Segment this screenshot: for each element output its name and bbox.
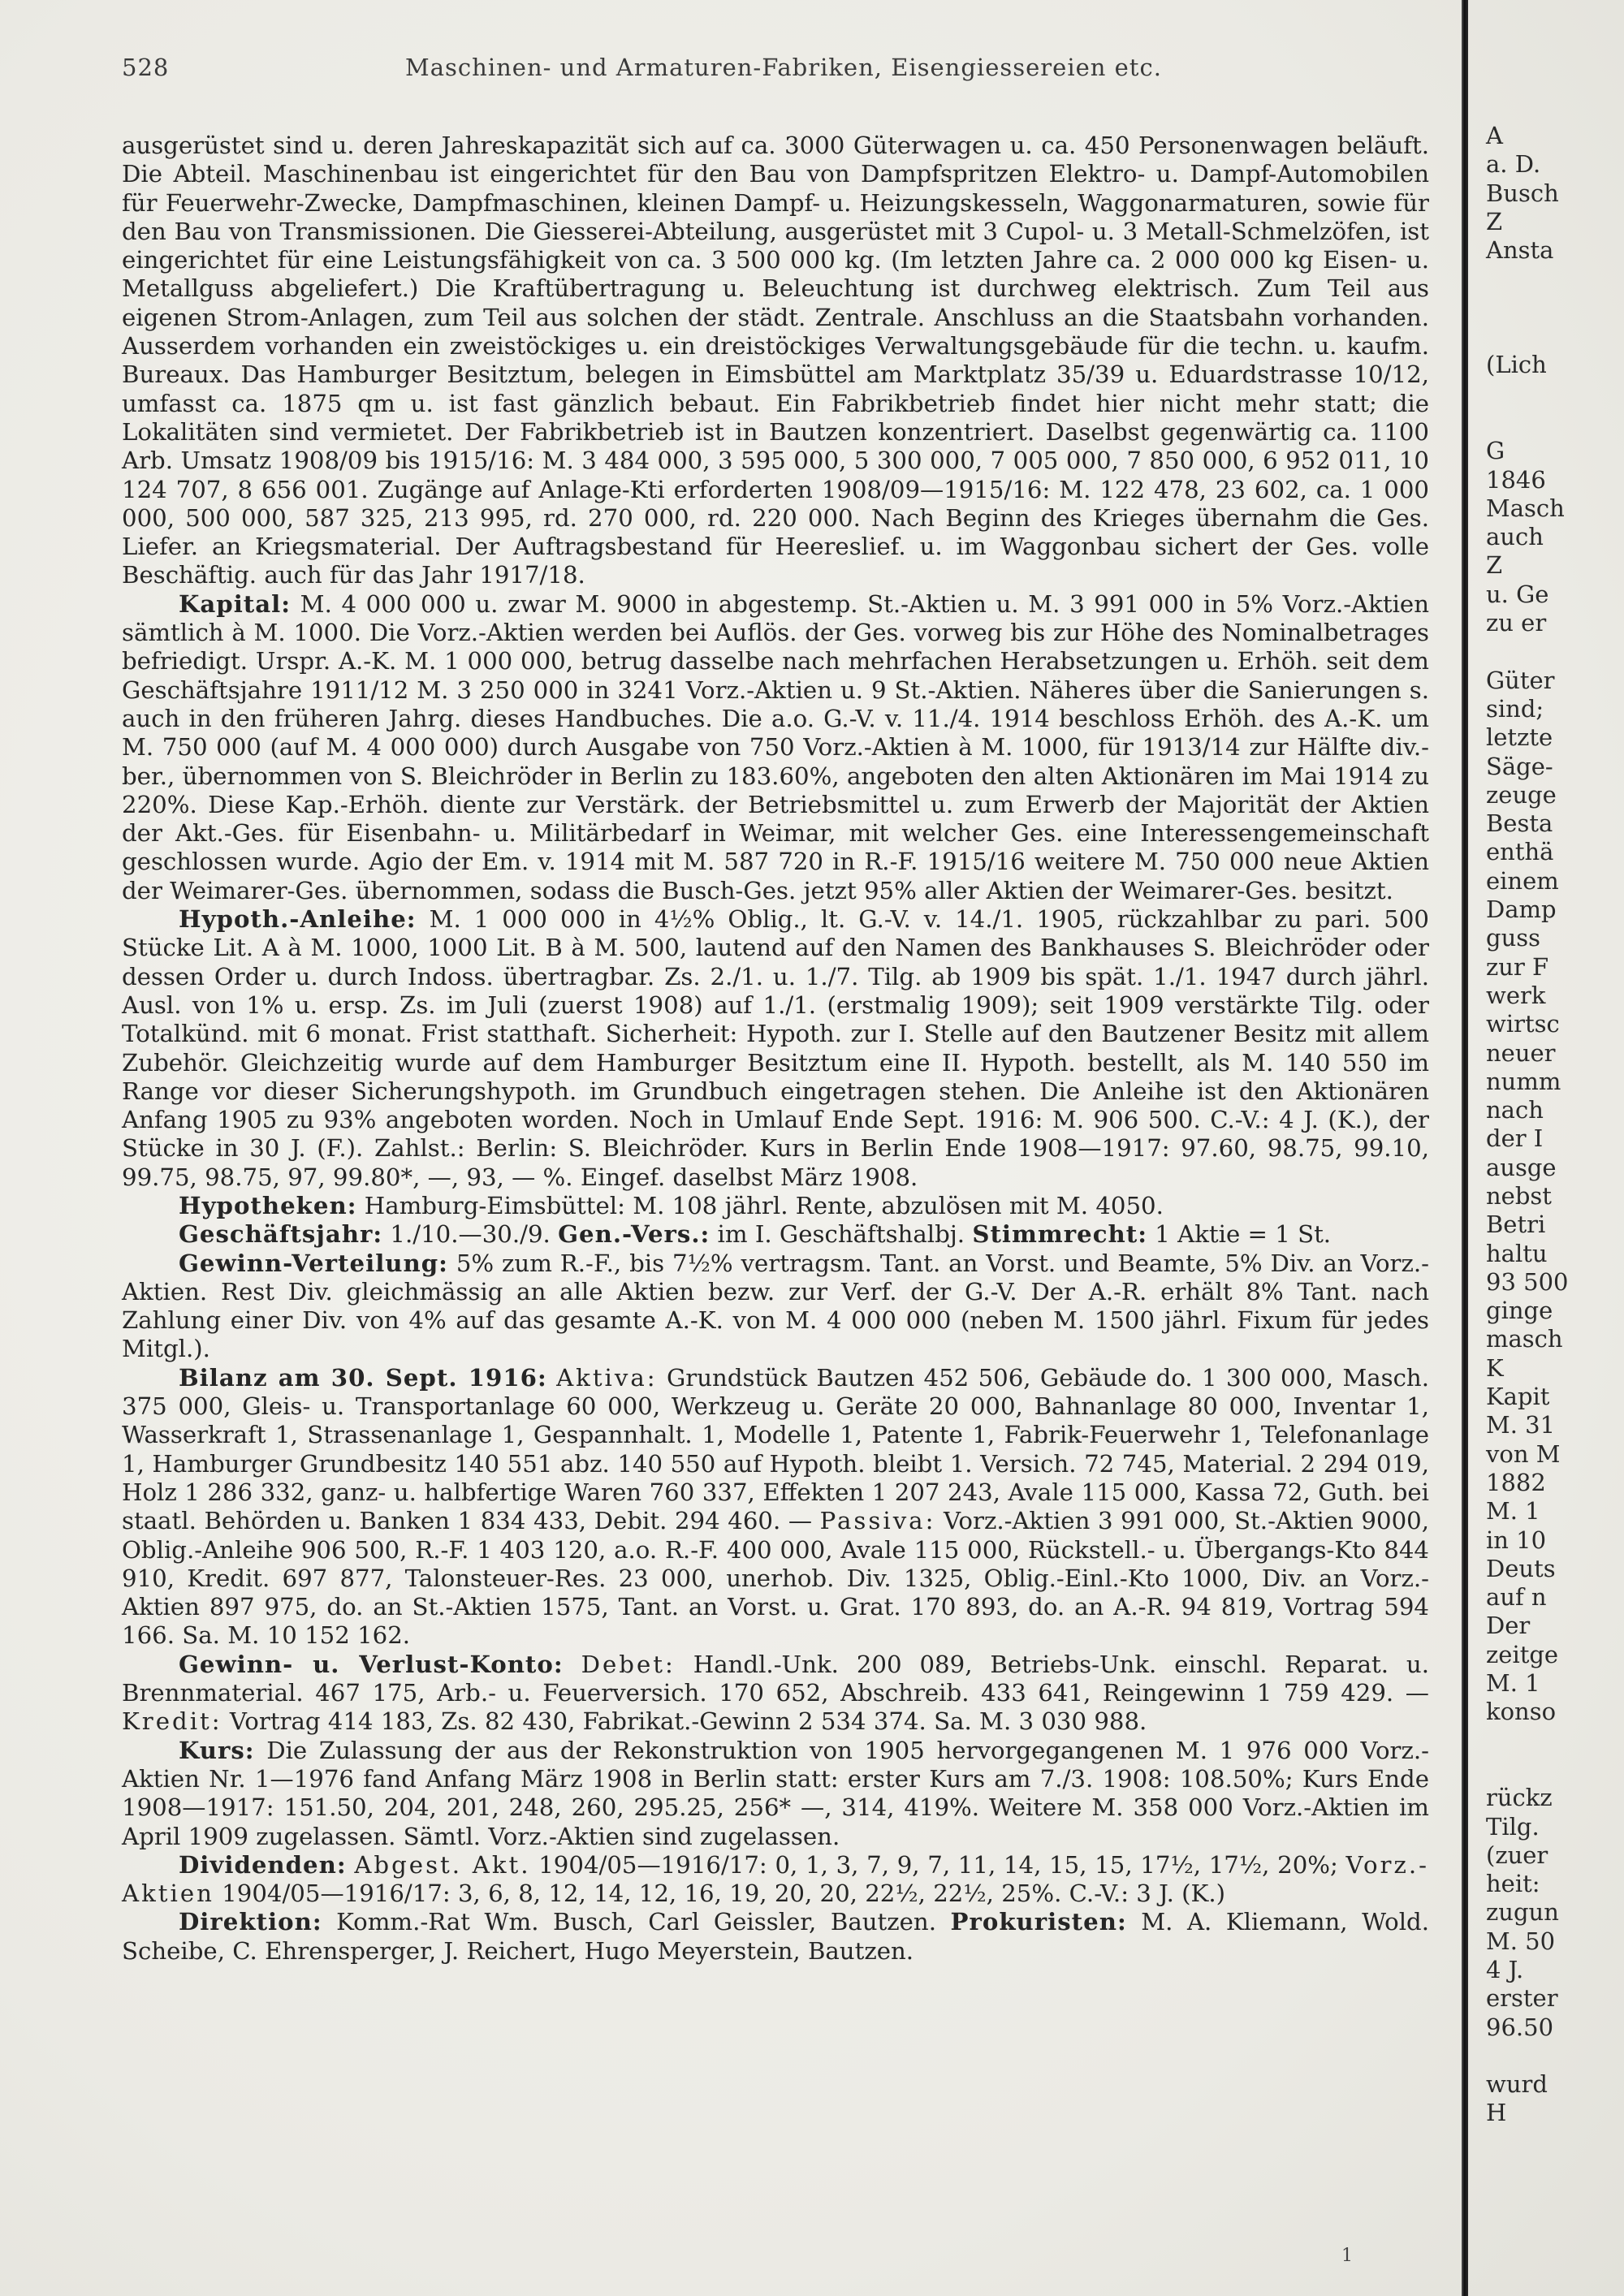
paragraph-text: ausgerüstet sind u. deren Jahreskapazität sich auf ca. 3000 Güterwagen u. ca. 450 Personenwagen beläuft. Die Abteil. Maschinenbau ist eingerichtet für den Bau von Dampfspritzen Elektro- u. Dampf-Automobilen für Feuerwehr-Zwecke, Dampfmaschinen, kleinen Dampf- u. Heizungskesseln, Waggonarmaturen, sowie für den Bau von Transmissionen. Die Giesserei-Abteilung, ausgerüstet mit 3 Cupol- u. 3 Metall-Schmelzöfen, ist eingerichtet für eine Leistungsfähigkeit von ca. 3 500 000 kg. (Im letzten Jahre ca. 2 000 000 kg Eisen- u. Metallguss abgeliefert.) Die Kraftübertragung u. Beleuchtung ist durchweg elektrisch. Zum Teil aus eigenen Strom-Anlagen, zum Teil aus solchen der städt. Zentrale. Anschluss an die Staatsbahn vorhanden. Ausserdem vorhanden ein zweistöckiges u. ein dreistöckiges Verwaltungsgebäude für die techn. u. kaufm. Bureaux. Das Hamburger Besitztum, belegen in Eimsbüttel am Marktplatz 35/39 u. Eduardstrasse 10/12, umfasst ca. 1875 qm u. ist fast gänzlich bebaut. Ein Fabrikbetrieb findet hier nicht mehr statt; die Lokalitäten sind vermietet. Der Fabrikbetrieb ist in Bautzen konzentriert. Daselbst gegenwärtig ca. 1100 Arb. Umsatz 1908/09 bis 1915/16: M. 3 484 000, 3 595 000, 5 300 000, 7 005 000, 7 850 000, 6 952 011, 10 124 707, 8 656 001. Zugänge auf Anlage-Kti erforderten 1908/09—1915/16: M. 122 478, 23 602, ca. 1 000 000, 500 000, 587 325, 213 995, rd. 270 000, rd. 220 000. Nach Beginn des Krieges übernahm die Ges. Liefer. an Kriegsmaterial. Der Auftragsbestand für Heereslief. u. im Waggonbau sichert der Ges. volle Beschäftig. auch für das Jahr 1917/18.: [122, 132, 1429, 589]
fragment-line: [1486, 380, 1624, 408]
section-keyword: Hypoth.-Anleihe:: [179, 905, 417, 934]
paragraph: [122, 1908, 1429, 1966]
paragraph-text: Vortrag 414 183, Zs. 82 430, Fabrikat.-Gewinn 2 534 374. Sa. M. 3 030 988.: [222, 1707, 1147, 1736]
fragment-line: konso: [1486, 1698, 1557, 1726]
paragraph-text: 5% zum R.-F., bis 7½% vertragsm. Tant. an Vorst. und Beamte, 5% Div. an Vorz.-Aktien. Rest Div. gleichmässig an alle Aktien bezw. zur Verf. der G.-V. Der A.-R. erhält 8% Tant. nach Zahlung einer Div. von 4% auf das gesamte A.-K. von M. 4 000 000 (neben M. 1500 jährl. Fixum für jedes Mitgl.).: [122, 1249, 1429, 1363]
fragment-line: von M: [1486, 1439, 1561, 1468]
fragment-line: Z: [1486, 207, 1503, 235]
paragraph: [122, 1737, 1429, 1851]
fragment-line: ginge: [1486, 1297, 1553, 1325]
paragraph: [122, 1192, 1429, 1220]
fragment-line: H: [1486, 2099, 1507, 2127]
fragment-line: numm: [1486, 1067, 1561, 1095]
fragment-line: Busch: [1486, 179, 1559, 207]
adjacent-page-fragment: [1486, 122, 1624, 2128]
fragment-line: M. 1: [1486, 1497, 1540, 1526]
fragment-line: Betri: [1486, 1211, 1546, 1239]
fragment-line: in 10: [1486, 1526, 1547, 1554]
paragraph-text: M. 1 000 000 in 4½% Oblig., lt. G.-V. v. 14./1. 1905, rückzahlbar zu pari. 500 Stücke Lit. A à M. 1000, 1000 Lit. B à M. 500, lautend auf den Namen des Bankhauses S. Bleichröder oder dessen Order u. durch Indoss. übertragbar. Zs. 2./1. u. 1./7. Tilg. ab 1909 bis spät. 1./1. 1947 durch jährl. Ausl. von 1% u. ersp. Zs. im Juli (zuerst 1908) auf 1./1. (erstmalig 1909); seit 1909 verstärkte Tilg. oder Totalkünd. mit 6 monat. Frist statthaft. Sicherheit: Hypoth. zur I. Stelle auf den Bautzener Besitz mit allem Zubehör. Gleichzeitig wurde auf dem Hamburger Besitztum eine II. Hypoth. bestellt, als M. 140 550 im Range vor dieser Sicherungshypoth. im Grundbuch eingetragen stehen. Die Anleihe ist den Aktionären Anfang 1905 zu 93% angeboten worden. Noch in Umlauf Ende Sept. 1916: M. 906 500. C.-V.: 4 J. (K.), der Stücke in 30 J. (F.). Zahlst.: Berlin: S. Bleichröder. Kurs in Berlin Ende 1908—1917: 97.60, 98.75, 99.10, 99.75, 98.75, 97, 99.80*, —, 93, — %. Eingef. daselbst März 1908.: [122, 905, 1429, 1191]
fragment-line: [1486, 408, 1624, 437]
paragraph-text: Die Zulassung der aus der Rekonstruktion von 1905 hervorgegangenen M. 1 976 000 Vorz.-Aktien Nr. 1—1976 fand Anfang März 1908 in Berlin statt: erster Kurs am 7./3. 1908: 108.50%; Kurs Ende 1908—1917: 151.50, 204, 201, 248, 260, 295.25, 256* —, 314, 419%. Weitere M. 358 000 Vorz.-Aktien im April 1909 zugelassen. Sämtl. Vorz.-Aktien sind zugelassen.: [122, 1736, 1429, 1850]
fragment-line: K: [1486, 1353, 1504, 1382]
section-keyword: Dividenden:: [179, 1850, 347, 1879]
fragment-line: [1486, 1755, 1624, 1784]
fragment-line: 1882: [1486, 1468, 1546, 1496]
paragraph: [122, 1364, 1429, 1651]
fragment-line: erster: [1486, 1984, 1558, 2013]
section-keyword: Gewinn- u. Verlust-Konto:: [179, 1650, 564, 1678]
fragment-line: [1486, 265, 1624, 293]
fragment-line: zur F: [1486, 952, 1549, 981]
paragraph: [122, 1651, 1429, 1737]
section-keyword: Bilanz am 30. Sept. 1916:: [179, 1363, 547, 1392]
column-divider: [1462, 0, 1468, 2296]
paragraph-text: M. 4 000 000 u. zwar M. 9000 in abgestemp. St.-Aktien u. M. 3 991 000 in 5% Vorz.-Aktien sämtlich à M. 1000. Die Vorz.-Aktien werden bei Auflös. der Ges. vorweg bis zur Höhe des Nominalbetrages befriedigt. Urspr. A.-K. M. 1 000 000, betrug dasselbe nach mehrfachen Herabsetzungen u. Erhöh. seit dem Geschäftsjahre 1911/12 M. 3 250 000 in 3241 Vorz.-Aktien u. 9 St.-Aktien. Näheres über die Sanierungen s. auch in den früheren Jahrg. dieses Handbuches. Die a.o. G.-V. v. 11./4. 1914 beschloss Erhöh. des A.-K. um M. 750 000 (auf M. 4 000 000) durch Ausgabe von 750 Vorz.-Aktien à M. 1000, für 1913/14 zur Hälfte div.-ber., übernommen von S. Bleichröder in Berlin zu 183.60%, angeboten den alten Aktionären im Mai 1914 zu 220%. Diese Kap.-Erhöh. diente zur Verstärk. der Betriebsmittel u. zum Erwerb der Majorität der Aktien der Akt.-Ges. für Eisenbahn- u. Militärbedarf in Weimar, mit welcher Ges. eine Interessengemeinschaft geschlossen wurde. Agio der Em. v. 1914 mit M. 587 720 in R.-F. 1915/16 weitere M. 750 000 neue Aktien der Weimarer-Ges. übernommen, sodass die Busch-Ges. jetzt 95% aller Aktien der Weimarer-Ges. besitzt.: [122, 589, 1429, 904]
section-keyword: Gewinn-Verteilung:: [179, 1249, 448, 1277]
fragment-line: (Lich: [1486, 351, 1547, 379]
fragment-line: rückz: [1486, 1784, 1553, 1812]
section-keyword: Geschäftsjahr:: [179, 1220, 383, 1249]
paragraph-text: Handl.-Unk. 200 089, Betriebs-Unk. einschl. Reparat. u. Brennmaterial. 467 175, Arb.- u. Feuerversich. 170 652, Abschreib. 433 641, Reingewinn 1 759 429. —: [122, 1650, 1429, 1707]
paragraph: [122, 132, 1429, 590]
paragraph: [122, 1851, 1429, 1909]
fragment-line: A: [1486, 122, 1503, 149]
fragment-line: Masch: [1486, 494, 1565, 522]
fragment-line: neuer: [1486, 1038, 1556, 1067]
section-keyword: Prokuristen:: [950, 1908, 1127, 1936]
spaced-label: Passiva:: [819, 1507, 936, 1535]
paragraph-text: [564, 1651, 581, 1678]
fragment-line: 1846: [1486, 465, 1546, 494]
main-text-column: [122, 132, 1429, 1966]
fragment-line: haltu: [1486, 1239, 1548, 1267]
paragraph-text: 1904/05—1916/17: 0, 1, 3, 7, 9, 7, 11, 14, 15, 15, 17½, 17½, 20%;: [530, 1850, 1346, 1879]
fragment-line: G: [1486, 437, 1505, 465]
paragraph: [122, 1220, 1429, 1249]
section-keyword: Kurs:: [179, 1736, 255, 1764]
fragment-line: 4 J.: [1486, 1956, 1524, 1983]
fragment-line: Besta: [1486, 809, 1553, 838]
spaced-label: Kredit:: [122, 1707, 222, 1736]
fragment-line: Damp: [1486, 896, 1557, 924]
fragment-line: (zuer: [1486, 1841, 1548, 1869]
footer-mark: 1: [1341, 2246, 1353, 2266]
fragment-line: Deuts: [1486, 1554, 1556, 1582]
fragment-line: auch: [1486, 523, 1544, 551]
section-keyword: Gen.-Vers.:: [558, 1220, 710, 1249]
fragment-line: heit:: [1486, 1870, 1540, 1898]
fragment-line: sind;: [1486, 694, 1544, 723]
fragment-line: nach: [1486, 1096, 1544, 1124]
running-title: Maschinen- und Armaturen-Fabriken, Eisengiessereien etc.: [405, 54, 1162, 81]
fragment-line: [1486, 294, 1624, 322]
fragment-line: [1486, 2042, 1624, 2070]
fragment-line: 96.50: [1486, 2013, 1554, 2041]
fragment-line: ausge: [1486, 1153, 1557, 1181]
fragment-line: einem: [1486, 866, 1559, 895]
paragraph-text: Komm.-Rat Wm. Busch, Carl Geissler, Bautzen.: [322, 1908, 951, 1936]
fragment-line: M. 50: [1486, 1927, 1556, 1955]
paragraph-text: [347, 1851, 355, 1879]
spaced-label: Abgest. Akt.: [354, 1850, 531, 1879]
fragment-line: enthä: [1486, 838, 1554, 866]
fragment-line: M. 1: [1486, 1669, 1540, 1698]
fragment-line: Z: [1486, 551, 1503, 580]
fragment-line: u. Ge: [1486, 580, 1549, 608]
fragment-line: M. 31: [1486, 1411, 1556, 1439]
spaced-label: Debet:: [581, 1650, 676, 1678]
page-number: 528: [122, 54, 170, 81]
fragment-line: letzte: [1486, 723, 1553, 752]
fragment-line: Ansta: [1486, 236, 1554, 265]
fragment-line: [1486, 637, 1624, 666]
fragment-line: wirtsc: [1486, 1010, 1560, 1038]
section-keyword: Stimmrecht:: [972, 1220, 1147, 1249]
fragment-line: Kapit: [1486, 1383, 1550, 1411]
paragraph-text: [547, 1364, 556, 1392]
fragment-line: wurd: [1486, 2070, 1548, 2099]
fragment-line: zeitge: [1486, 1640, 1559, 1668]
paragraph: [122, 905, 1429, 1192]
fragment-line: 93 500: [1486, 1267, 1569, 1296]
paragraph-text: 1904/05—1916/17: 3, 6, 8, 12, 14, 12, 16, 19, 20, 20, 22½, 22½, 25%. C.-V.: 3 J. (K.): [214, 1880, 1226, 1908]
fragment-line: Der: [1486, 1612, 1531, 1640]
fragment-line: [1486, 1727, 1624, 1755]
spaced-label: Vorz.-Aktien: [122, 1850, 1429, 1908]
fragment-line: zu er: [1486, 609, 1547, 637]
paragraph-text: 1./10.—30./9.: [382, 1220, 559, 1249]
fragment-line: der I: [1486, 1124, 1544, 1153]
paragraph-text: Grundstück Bautzen 452 506, Gebäude do. 1 300 000, Masch. 375 000, Gleis- u. Transportanlage 60 000, Werkzeug u. Geräte 20 000, Bahnanlage 80 000, Inventar 1, Wasserkraft 1, Strassenanlage 1, Gespannhalt. 1, Modelle 1, Patente 1, Fabrik-Feuerwehr 1, Telefonanlage 1, Hamburger Grundbesitz 140 551 abz. 140 550 auf Hypoth. bleibt 1. Versich. 72 745, Material. 2 294 019, Holz 1 286 332, ganz- u. halbfertige Waren 760 337, Effekten 1 207 243, Avale 115 000, Kassa 72, Guth. bei staatl. Behörden u. Banken 1 834 433, Debit. 294 460. —: [122, 1363, 1430, 1535]
paragraph: [122, 590, 1429, 905]
fragment-line: guss: [1486, 924, 1541, 952]
paragraph: [122, 1249, 1429, 1364]
fragment-line: auf n: [1486, 1583, 1547, 1612]
fragment-line: zeuge: [1486, 780, 1557, 809]
fragment-line: masch: [1486, 1325, 1563, 1353]
fragment-line: Güter: [1486, 666, 1555, 694]
paragraph-text: im I. Geschäftshalbj.: [710, 1220, 973, 1249]
fragment-line: Tilg.: [1486, 1812, 1540, 1841]
fragment-line: Säge-: [1486, 752, 1553, 780]
section-keyword: Direktion:: [179, 1908, 322, 1936]
fragment-line: [1486, 322, 1624, 351]
paragraph-text: Vorz.-Aktien 3 991 000, St.-Aktien 9000, Oblig.-Anleihe 906 500, R.-F. 1 403 120, a.o. R.-F. 400 000, Avale 115 000, Rückstell.- u. Übergangs-Kto 844 910, Kredit. 697 877, Talonsteuer-Res. 23 000, unerhob. Div. 1325, Oblig.-Einl.-Kto 1000, Div. an Vorz.-Aktien 897 975, do. an St.-Aktien 1575, Tant. an Vorst. u. Grat. 170 893, do. an A.-R. 94 819, Vortrag 594 166. Sa. M. 10 152 162.: [122, 1507, 1429, 1650]
fragment-line: zugun: [1486, 1898, 1559, 1927]
fragment-line: nebst: [1486, 1181, 1552, 1210]
spaced-label: Aktiva:: [556, 1363, 658, 1392]
fragment-line: werk: [1486, 981, 1546, 1009]
section-keyword: Hypotheken:: [179, 1191, 357, 1219]
paragraph-text: Hamburg-Eimsbüttel: M. 108 jährl. Rente, abzulösen mit M. 4050.: [356, 1191, 1164, 1219]
fragment-line: a. D.: [1486, 150, 1541, 179]
paragraph-text: 1 Aktie = 1 St.: [1147, 1220, 1332, 1249]
paragraph-text: M. A. Kliemann, Wold. Scheibe, C. Ehrensperger, J. Reichert, Hugo Meyerstein, Bautzen.: [122, 1908, 1429, 1965]
section-keyword: Kapital:: [179, 589, 292, 618]
